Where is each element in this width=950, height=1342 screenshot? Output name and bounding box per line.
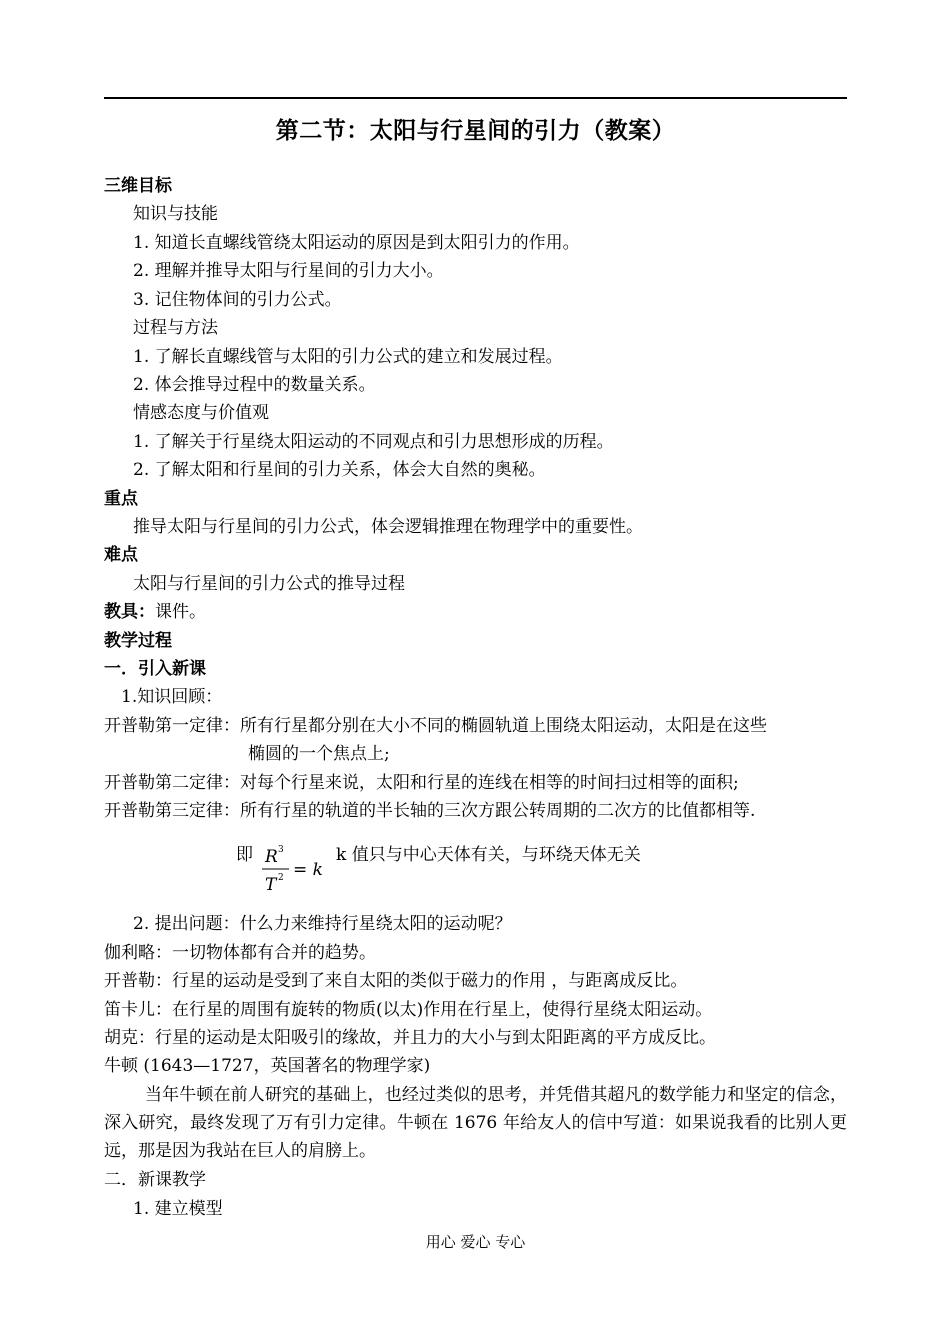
process-item: 1. 了解长直螺线管与太阳的引力公式的建立和发展过程。	[133, 347, 563, 367]
emotion-item: 1. 了解关于行星绕太阳运动的不同观点和引力思想形成的历程。	[133, 432, 614, 452]
knowledge-title: 知识与技能	[133, 204, 218, 224]
process-title: 过程与方法	[133, 318, 218, 338]
header-rule	[104, 97, 847, 99]
key-point-heading: 重点	[104, 489, 138, 509]
formula-numerator: R	[265, 847, 278, 867]
process-heading: 教学过程	[104, 631, 172, 651]
difficulty-text: 太阳与行星间的引力公式的推导过程	[133, 574, 405, 594]
emotion-title: 情感态度与价值观	[133, 403, 269, 423]
page-footer: 用心 爱心 专心	[425, 1233, 526, 1251]
tools-label: 教具：	[104, 602, 155, 622]
formula-rhs: = k	[293, 860, 323, 880]
formula-prefix: 即	[236, 845, 253, 865]
tools-line	[104, 598, 206, 626]
knowledge-item: 1. 知道长直螺线管绕太阳运动的原因是到太阳引力的作用。	[133, 233, 580, 253]
formula-note: k 值只与中心天体有关，与环绕天体无关	[336, 845, 641, 865]
difficulty-heading: 难点	[104, 545, 138, 565]
question-line: 2. 提出问题：什么力来维持行星绕太阳的运动呢？	[133, 914, 512, 934]
kepler-law-3: 开普勒第三定律：所有行星的轨道的半长轴的三次方跟公转周期的二次方的比值都相等.	[104, 801, 756, 821]
formula-num-exponent: 3	[278, 845, 284, 855]
review-label: 1.知识回顾：	[121, 687, 223, 707]
formula-denominator: T	[265, 875, 277, 895]
key-point-text: 推导太阳与行星间的引力公式，体会逻辑推理在物理学中的重要性。	[133, 517, 643, 537]
emotion-item: 2. 了解太阳和行星间的引力关系，体会大自然的奥秘。	[133, 460, 546, 480]
view-galileo: 伽利略：一切物体都有合并的趋势。	[104, 943, 376, 963]
newton-paragraph: 当年牛顿在前人研究的基础上，也经过类似的思考，并凭借其超凡的数学能力和坚定的信念，深入研究，最终发现了万有引力定律。牛顿在 1676 年给友人的信中写道：如果说我看的比别人更远，那是因为我站在巨人的肩膀上。	[104, 1085, 847, 1161]
kepler-law-1-cont: 椭圆的一个焦点上;	[248, 744, 390, 764]
section1-heading: 一．引入新课	[104, 659, 206, 679]
view-descartes: 笛卡儿：在行星的周围有旋转的物质(以太)作用在行星上，使得行星绕太阳运动。	[104, 1000, 713, 1020]
view-hooke: 胡克：行星的运动是太阳吸引的缘故，并且力的大小与到太阳距离的平方成反比。	[104, 1028, 716, 1048]
process-item: 2. 体会推导过程中的数量关系。	[133, 375, 376, 395]
kepler-law-1: 开普勒第一定律：所有行星都分别在大小不同的椭圆轨道上围绕太阳运动，太阳是在这些	[104, 716, 767, 736]
kepler-law-2: 开普勒第二定律：对每个行星来说，太阳和行星的连线在相等的时间扫过相等的面积;	[104, 773, 739, 793]
kepler-formula	[236, 840, 736, 896]
goals-heading: 三维目标	[104, 176, 172, 196]
formula-den-exponent: 2	[278, 873, 284, 883]
knowledge-item: 2. 理解并推导太阳与行星间的引力大小。	[133, 261, 444, 281]
knowledge-item: 3. 记住物体间的引力公式。	[133, 290, 342, 310]
kepler-formula-svg	[236, 840, 736, 896]
view-newton: 牛顿 (1643—1727，英国著名的物理学家)	[104, 1056, 431, 1076]
view-kepler: 开普勒：行星的运动是受到了来自太阳的类似于磁力的作用 ，与距离成反比。	[104, 971, 688, 991]
page-title: 第二节：太阳与行星间的引力（教案）	[275, 118, 676, 144]
section2-item-1: 1. 建立模型	[133, 1199, 223, 1219]
section2-heading: 二．新课教学	[104, 1170, 206, 1190]
tools-text: 课件。	[155, 602, 206, 622]
